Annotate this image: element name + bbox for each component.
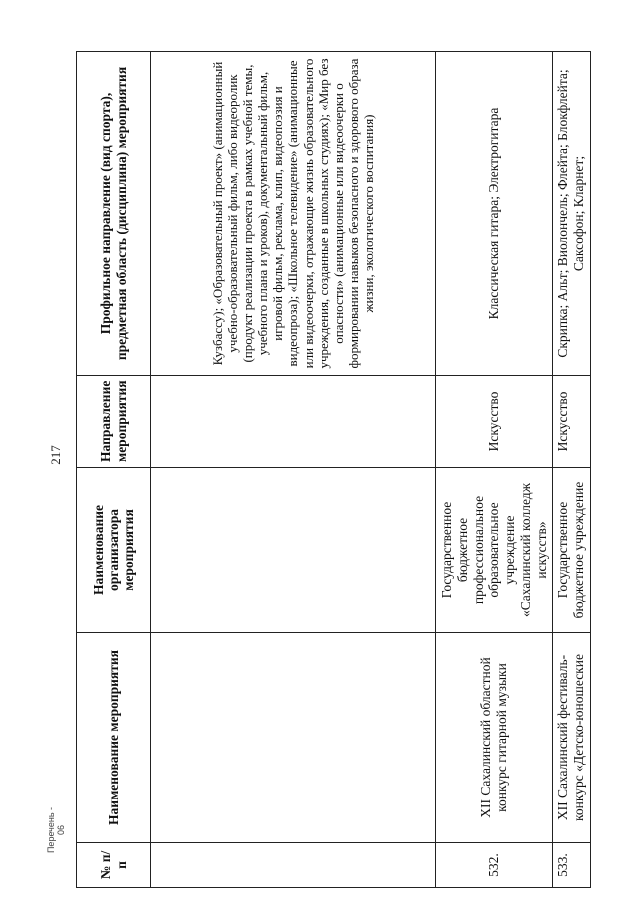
cell-direction: Искусство bbox=[553, 376, 591, 468]
cell-direction bbox=[151, 376, 436, 468]
header-direction: Направление мероприятия bbox=[77, 376, 151, 468]
cell-profile: Классическая гитара; Электрогитара bbox=[436, 52, 553, 376]
cell-organizer: Государственное бюджетное профессиональное образовательное учреждение «Сахалинский колледж искусств» bbox=[436, 468, 553, 633]
cell-event-name: XII Сахалинский областной конкурс гитарной музыки bbox=[436, 633, 553, 843]
cell-num bbox=[151, 843, 436, 888]
cell-num: 532. bbox=[436, 843, 553, 888]
header-profile: Профильное направление (вид спорта), предметная область (дисциплина) мероприятия bbox=[77, 52, 151, 376]
table-row bbox=[151, 52, 436, 888]
cell-organizer: Государственное бюджетное учреждение bbox=[553, 468, 591, 633]
cell-profile: Скрипка; Альт; Виолончель; Флейта; Блокфлейта; Саксофон; Кларнет; bbox=[553, 52, 591, 376]
cell-num: 533. bbox=[553, 843, 591, 888]
header-num: № п/п bbox=[77, 843, 151, 888]
header-organizer: Наименование организатора мероприятия bbox=[77, 468, 151, 633]
cell-direction: Искусство bbox=[436, 376, 553, 468]
cell-event-name: XII Сахалинский фестиваль-конкурс «Детско-юношеские bbox=[553, 633, 591, 843]
table-header-row bbox=[77, 52, 151, 888]
table-row bbox=[436, 52, 553, 888]
header-event-name: Наименование мероприятия bbox=[77, 633, 151, 843]
footer-label: Перечень - 06 bbox=[46, 806, 66, 854]
table-row bbox=[553, 52, 591, 888]
events-table bbox=[76, 51, 591, 888]
cell-event-name bbox=[151, 633, 436, 843]
rotated-table-container bbox=[76, 52, 587, 888]
cell-profile: Кузбассу); «Образовательный проект» (анимационный учебно-образовательный фильм, либо видеоролик (продукт реализации проекта в рамках учебной темы, учебного плана и уроков), документальный фильм, игровой фильм, реклама, клип, видеопоэзия и видеопроза); «Школьное телевидение» (анимационные или видеоочерки, отражающие жизнь образовательного учреждения, созданные в школьных студиях); «Мир без опасности» (анимационные или видеоочерки о формировании навыков безопасного и здорового образа жизни, экологического воспитания) bbox=[151, 52, 436, 376]
cell-organizer bbox=[151, 468, 436, 633]
page-number: 217 bbox=[48, 445, 63, 465]
